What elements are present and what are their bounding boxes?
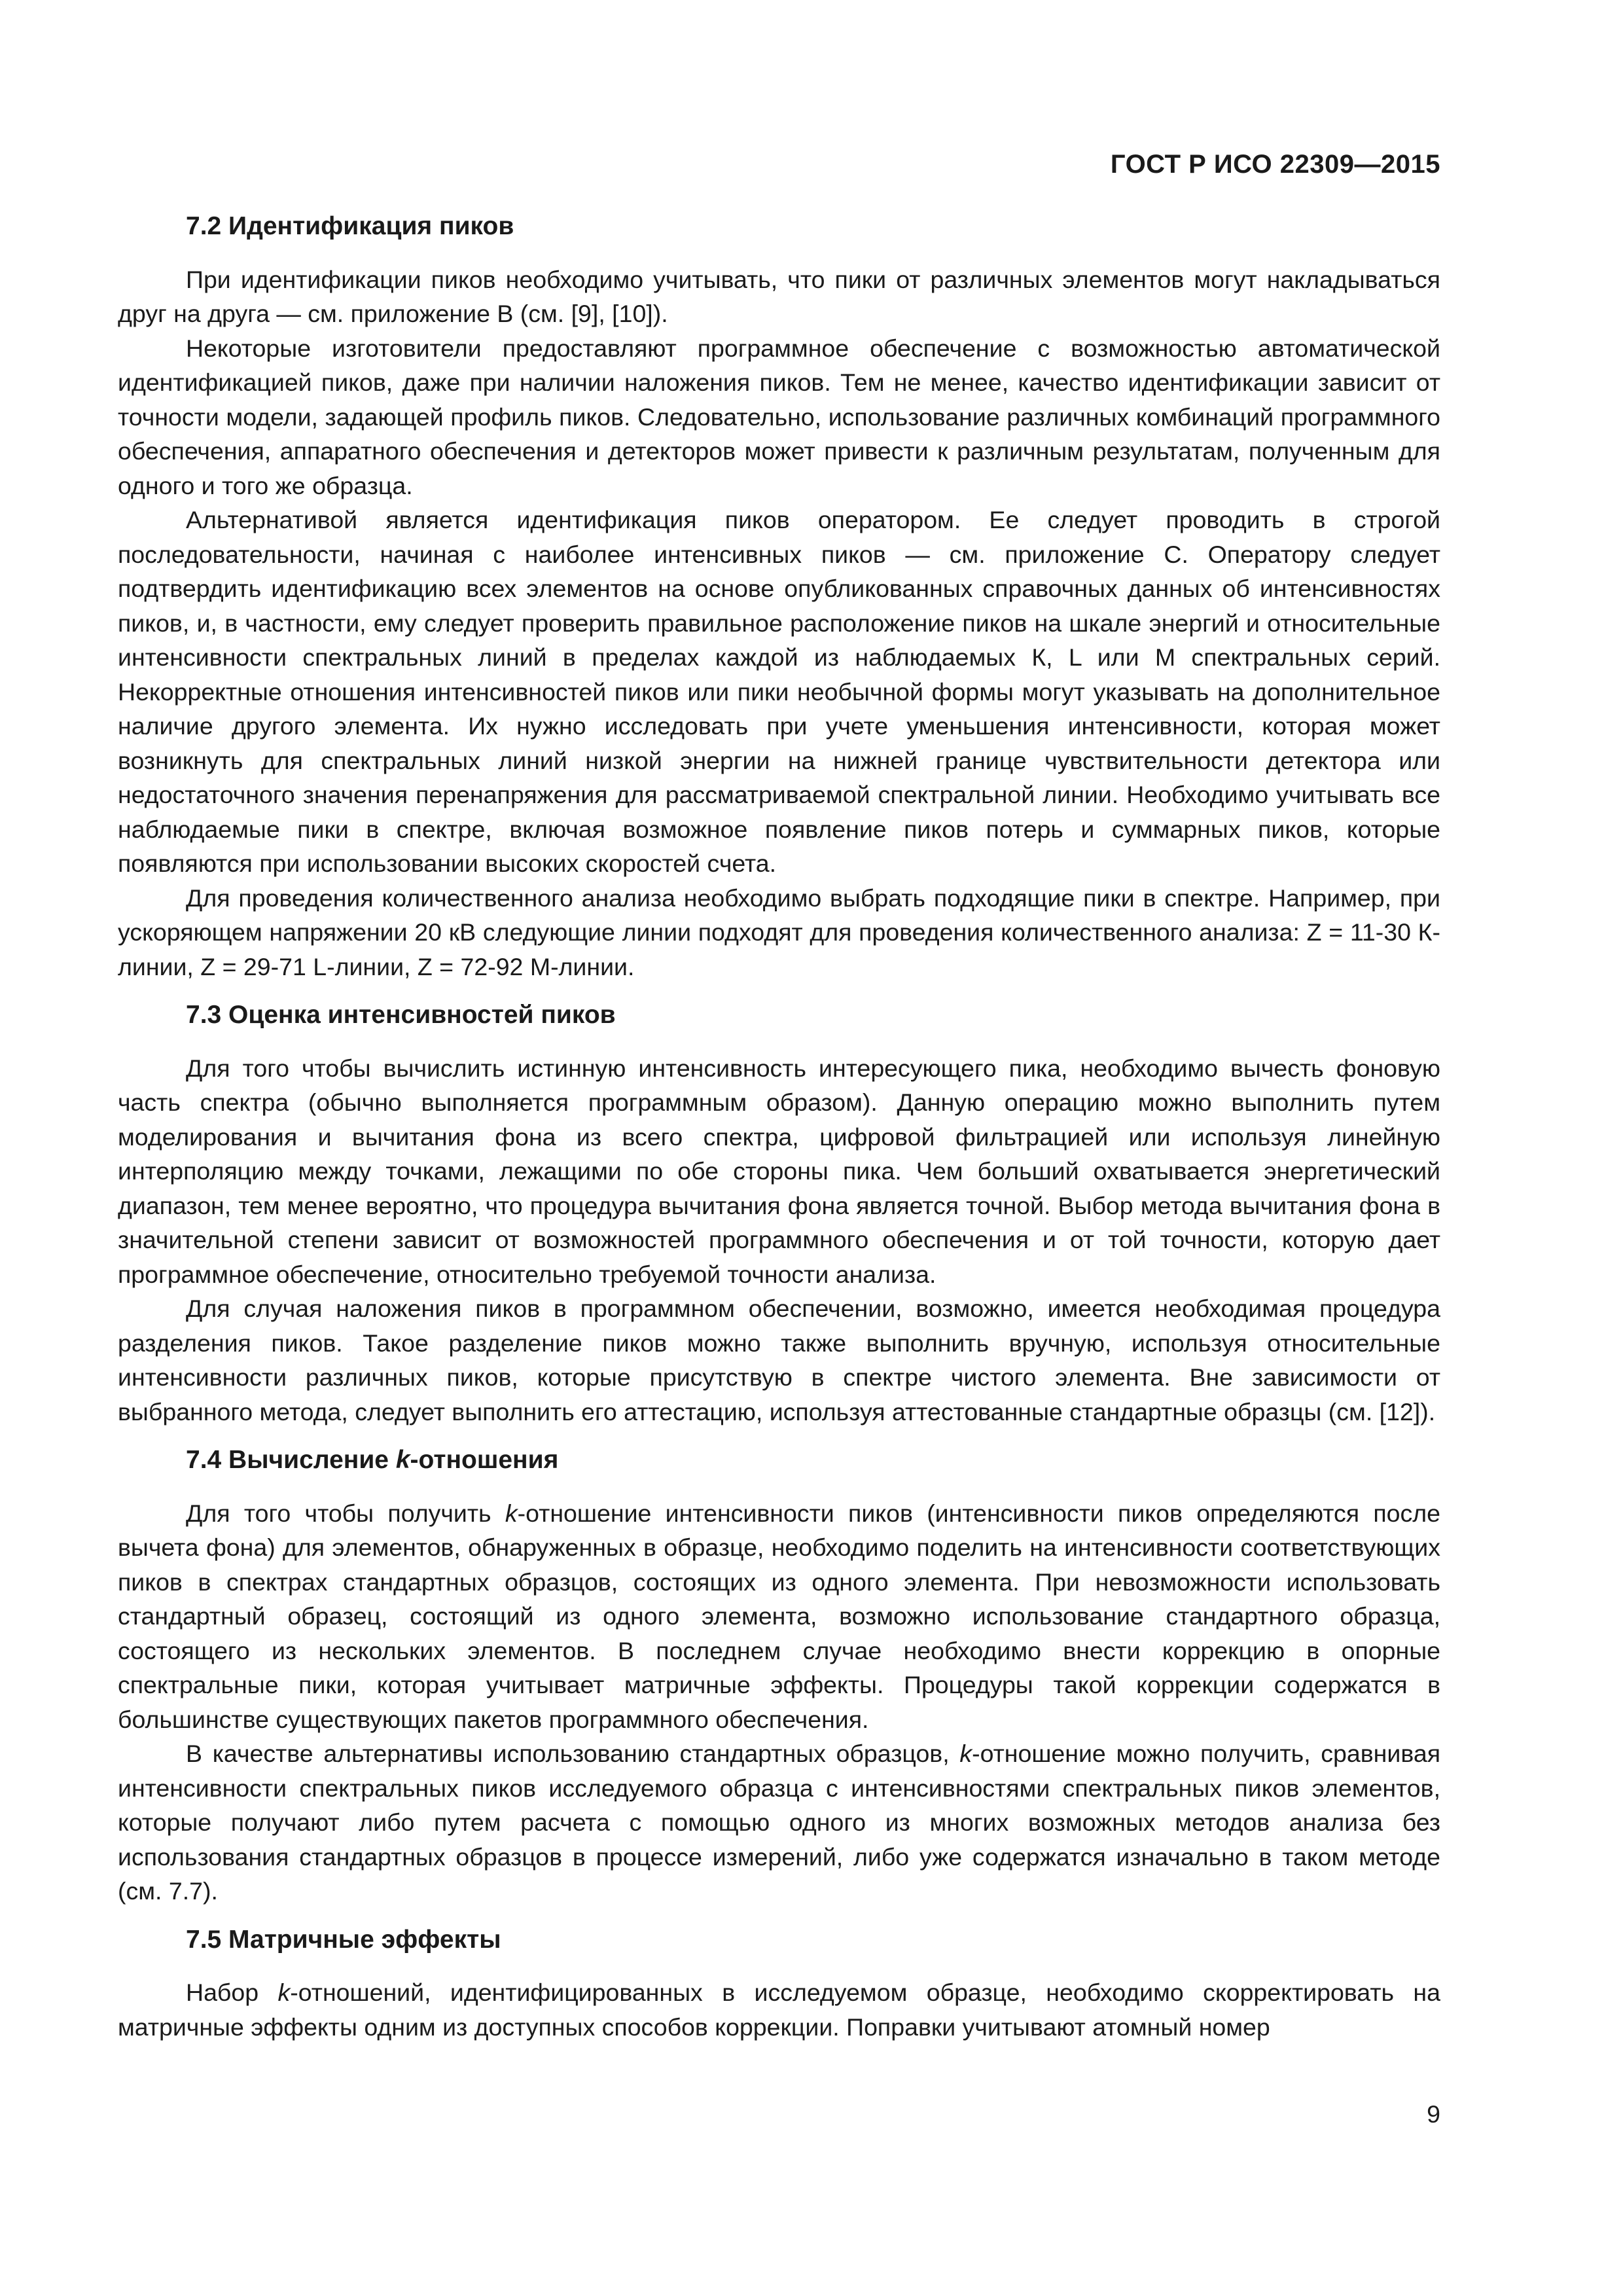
section-title: 7.4 Вычисление k-отношения	[186, 1446, 559, 1474]
paragraph: Для того чтобы получить k-отношение интенсивности пиков (интенсивности пиков определяются после вычета фона) для элементов, обнаруженных в образце, необходимо поделить на интенсивности соответствующих пиков в спектрах стандартных образцов, состоящих из одного элемента. При невозможности использовать стандартный образец, состоящий из одного элемента, возможно использование стандартного образца, состоящего из нескольких элементов. В последнем случае необходимо внести коррекцию в опорные спектральные пики, которая учитывает матричные эффекты. Процедуры такой коррекции содержатся в большинстве существующих пакетов программного обеспечения.	[118, 1499, 1441, 1733]
paragraph: Для проведения количественного анализа необходимо выбрать подходящие пики в спектре. Например, при ускоряющем напряжении 20 кВ следующие линии подходят для проведения количественного анализа: Z = 11-30 К-линии, Z = 29-71 L-линии, Z = 72-92 М-линии.	[118, 884, 1440, 980]
section-title: 7.3 Оценка интенсивностей пиков	[186, 1001, 616, 1029]
paragraph: Некоторые изготовители предоставляют программное обеспечение с возможностью автоматической идентификацией пиков, даже при наличии наложения пиков. Тем не менее, качество идентификации зависит от точности модели, задающей профиль пиков. Следовательно, использование различных комбинаций программного обеспечения, аппаратного обеспечения и детекторов может привести к различным результатам, полученным для одного и того же образца.	[118, 334, 1440, 499]
page-number: 9	[1427, 2100, 1440, 2128]
standard-header: ГОСТ Р ИСО 22309—2015	[1110, 150, 1440, 179]
document-body	[118, 209, 1440, 2044]
section-title: 7.2 Идентификация пиков	[186, 212, 514, 240]
paragraph: В качестве альтернативы использованию стандартных образцов, k-отношение можно получить, сравнивая интенсивности спектральных пиков исследуемого образца с интенсивностями спектральных пиков элементов, которые получают либо путем расчета с помощью одного из многих возможных методов анализа без использования стандартных образцов в процессе измерений, либо уже содержатся изначально в таком методе (см. 7.7).	[118, 1740, 1440, 1905]
paragraph: Альтернативой является идентификация пиков оператором. Ее следует проводить в строгой последовательности, начиная с наиболее интенсивных пиков — см. приложение С. Оператору следует подтвердить идентификацию всех элементов на основе опубликованных справочных данных об интенсивностях пиков, и, в частности, ему следует проверить правильное расположение пиков на шкале энергий и относительные интенсивности спектральных линий в пределах каждой из наблюдаемых К, L или М спектральных серий. Некорректные отношения интенсивностей пиков или пики необычной формы могут указывать на дополнительное наличие другого элемента. Их нужно исследовать при учете уменьшения интенсивности, которая может возникнуть для спектральных линий низкой энергии на нижней границе чувствительности детектора или недостаточного значения перенапряжения для рассматриваемой спектральной линии. Необходимо учитывать все наблюдаемые пики в спектре, включая возможное появление пиков потерь и суммарных пиков, которые появляются при использовании высоких скоростей счета.	[118, 506, 1440, 877]
section-title: 7.5 Матричные эффекты	[186, 1925, 501, 1954]
paragraph: Набор k-отношений, идентифицированных в исследуемом образце, необходимо скорректировать на матричные эффекты одним из доступных способов коррекции. Поправки учитывают атомный номер	[118, 1979, 1440, 2041]
paragraph: При идентификации пиков необходимо учитывать, что пики от различных элементов могут накладываться друг на друга — см. приложение В (см. [9], [10]).	[118, 265, 1440, 327]
paragraph: Для случая наложения пиков в программном обеспечении, возможно, имеется необходимая процедура разделения пиков. Такое разделение пиков можно также выполнить вручную, используя относительные интенсивности различных пиков, которые присутствую в спектре чистого элемента. Вне зависимости от выбранного метода, следует выполнить его аттестацию, используя аттестованные стандартные образцы (см. [12]).	[118, 1295, 1440, 1426]
paragraph: Для того чтобы вычислить истинную интенсивность интересующего пика, необходимо вычесть фоновую часть спектра (обычно выполняется программным образом). Данную операцию можно выполнить путем моделирования и вычитания фона из всего спектра, цифровой фильтрацией или используя линейную интерполяцию между точками, лежащими по обе стороны пика. Чем больший охватывается энергетический диапазон, тем менее вероятно, что процедура вычитания фона является точной. Выбор метода вычитания фона в значительной степени зависит от возможностей программного обеспечения и от той точности, которую дает программное обеспечение, относительно требуемой точности анализа.	[118, 1054, 1440, 1288]
